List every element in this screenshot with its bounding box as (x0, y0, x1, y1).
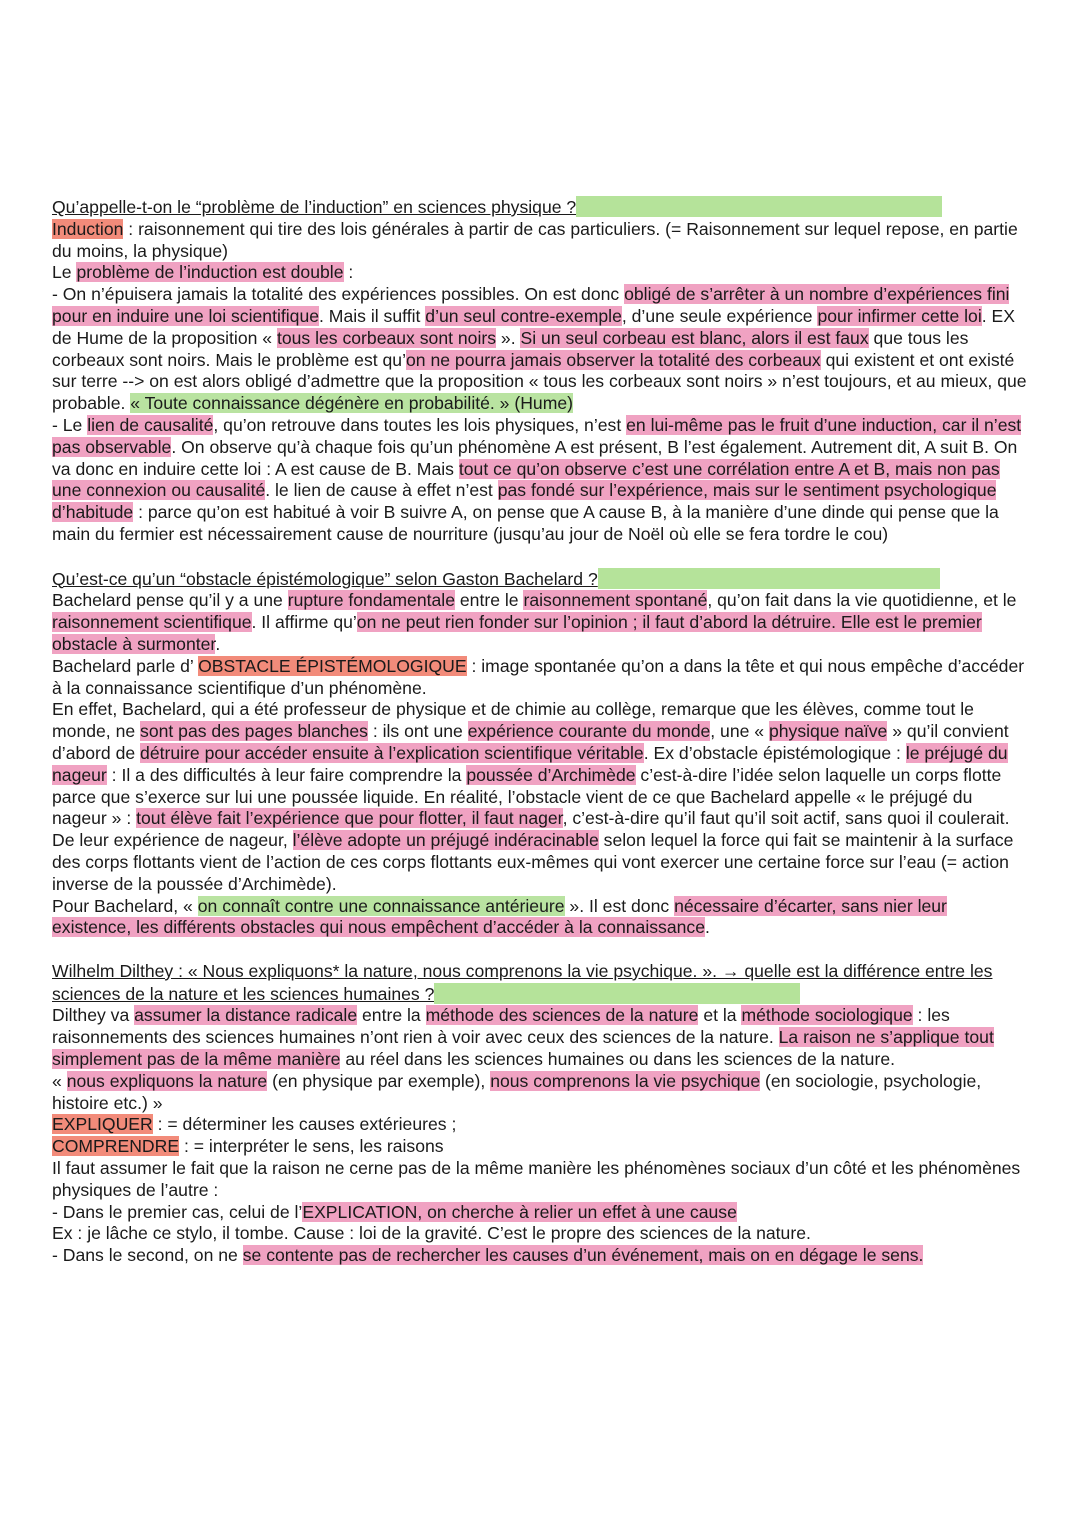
section-induction (52, 196, 1028, 546)
text-run: , qu’on fait dans la vie quotidienne, et le (707, 590, 1017, 611)
text-run: Ex : je lâche ce stylo, il tombe. Cause : loi de la gravité. C’est le propre des sciences de la nature. (52, 1223, 811, 1244)
pink-highlight: problème de l’induction est double (76, 262, 344, 283)
text-run: . (705, 917, 710, 938)
text-run: , d’une seule expérience (621, 305, 818, 326)
text-run: Il faut assumer le fait que la raison ne cerne pas de la même manière les phénomènes sociaux d’un côté et les phénomènes physiques de l’autre : (52, 1158, 1021, 1200)
section-dilthey (52, 961, 1028, 1267)
red-highlight: Induction (52, 218, 124, 239)
pink-highlight: en lui-même pas le fruit d’une induction, car il n’est pas observable (52, 414, 1022, 457)
pink-highlight: le préjugé du nageur (52, 742, 1008, 785)
red-highlight: OBSTACLE ÉPISTÉMOLOGIQUE (198, 655, 467, 676)
pink-highlight: raisonnement spontané (523, 590, 708, 611)
text-run: : = interpréter le sens, les raisons (179, 1136, 444, 1157)
text-run: - Dans le second, on ne (52, 1245, 243, 1266)
paragraph (52, 284, 1028, 415)
pink-highlight: tout ce qu’on observe c’est une corrélation entre A et B, mais non pas une connexion ou causalité (52, 458, 1000, 501)
text-run: . Mais il suffit (319, 305, 426, 326)
pink-highlight: physique naïve (768, 721, 888, 742)
pink-highlight: méthode des sciences de la nature (425, 1005, 699, 1026)
text-run: ». Il est donc (564, 895, 675, 916)
pink-highlight: tout élève fait l’expérience que pour flotter, il faut nager (136, 808, 563, 829)
question-highlight-bar (434, 983, 800, 1004)
pink-highlight: nous expliquons la nature (66, 1070, 268, 1091)
paragraph (52, 1114, 1028, 1136)
pink-highlight: méthode sociologique (741, 1005, 913, 1026)
text-run: ». (496, 327, 521, 348)
text-run: : image spontanée qu’on a dans la tête et qui nous empêche d’accéder à la connaissance scientifique d’un phénomène. (52, 655, 1025, 698)
paragraph (52, 656, 1028, 700)
text-run: c’est-à-dire l’idée selon laquelle un corps flotte parce que s’exerce sur lui une poussée liquide. En réalité, l’obstacle vient de ce que Bachelard appelle « le préjugé du nageur » : (52, 764, 1002, 829)
pink-highlight: on ne peut rien fonder sur l’opinion ; il faut d’abord la détruire. Elle est le premier obstacle à surmonter (52, 612, 982, 654)
text-run: entre le (455, 590, 524, 611)
text-run: En effet, Bachelard, qui a été professeur de physique et de chimie au collège, remarque que les élèves, comme tout le monde, ne (52, 699, 974, 742)
paragraph (52, 219, 1028, 263)
pink-highlight: pour infirmer cette loi (817, 305, 982, 326)
text-run: . On observe qu’à chaque fois qu’un phénomène A est présent, B l’est également. Autrement dit, A suit B. On va donc en induire cette loi : A est cause de B. Mais (52, 436, 1018, 479)
pink-highlight: d’un seul contre-exemple (425, 305, 622, 326)
text-run: Pour Bachelard, « (52, 895, 198, 916)
paragraph (52, 1202, 1028, 1224)
pink-highlight: Si un seul corbeau est blanc, alors il est faux (520, 327, 869, 348)
pink-highlight: se contente pas de rechercher les causes d’un événement, mais on en dégage le sens. (242, 1245, 924, 1266)
question-highlight-bar (598, 568, 940, 589)
pink-highlight: raisonnement scientifique (52, 612, 252, 633)
paragraph (52, 1245, 1028, 1267)
pink-highlight: assumer la distance radicale (134, 1005, 358, 1026)
pink-highlight: nécessaire d’écarter, sans nier leur existence, les différents obstacles qui nous empêchent d’accéder à la connaissance (52, 895, 947, 938)
question-heading (52, 196, 1028, 219)
paragraph (52, 415, 1028, 546)
pink-highlight: pas fondé sur l’expérience, mais sur le sentiment psychologique d’habitude (52, 480, 997, 523)
paragraph (52, 590, 1028, 655)
text-run: entre la (357, 1005, 426, 1026)
text-run: : ils ont une (367, 721, 468, 742)
pink-highlight: lien de causalité (87, 414, 214, 435)
text-run: » qu’il convient d’abord de (52, 721, 1009, 763)
paragraph (52, 1223, 1028, 1245)
paragraph (52, 1136, 1028, 1158)
paragraph (52, 1071, 1028, 1115)
text-run: , qu’on retrouve dans toutes les lois physiques, n’est (213, 414, 627, 435)
pink-highlight: l’élève adopte un préjugé indéracinable (292, 830, 599, 851)
question-highlight-bar (576, 196, 942, 217)
text-run: Le (52, 262, 77, 283)
text-run: , une « (710, 721, 769, 742)
pink-highlight: nous comprenons la vie psychique (490, 1070, 761, 1091)
text-run: : les raisonnements des sciences humaines n’ont rien à voir avec ceux des sciences de la nature. (52, 1005, 950, 1048)
text-run: Dilthey va (52, 1005, 135, 1026)
text-run: et la (698, 1005, 742, 1026)
text-run: : Il a des difficultés à leur faire comprendre la (106, 764, 467, 785)
text-run: Bachelard parle d’ (52, 655, 199, 676)
text-run: . (215, 633, 221, 654)
text-run: : (343, 262, 354, 283)
text-run: « (52, 1070, 67, 1091)
question-text: Wilhelm Dilthey : « Nous expliquons* la nature, nous comprenons la vie psychique. ». → quelle est la différence entre les sciences de la nature et les sciences humaines ? (52, 960, 993, 1004)
text-run: . Ex d’obstacle épistémologique : (643, 742, 906, 763)
text-run: . EX de Hume de la proposition « (52, 305, 1016, 348)
pink-highlight: expérience courante du monde (467, 721, 711, 742)
question-text: Qu’est-ce qu’un “obstacle épistémologique” selon Gaston Bachelard ? (52, 568, 598, 589)
paragraph (52, 1158, 1028, 1202)
pink-highlight: détruire pour accéder ensuite à l’explication scientifique véritable (140, 742, 644, 763)
text-run: : raisonnement qui tire des lois générales à partir de cas particuliers. (= Raisonnement sur lequel repose, en partie du moins, la physique) (52, 218, 1018, 261)
text-run: : parce qu’on est habitué à voir B suivre A, on pense que A cause B, à la manière d’une dinde qui pense que la main du fermier est nécessairement cause de nourriture (jusqu’au jour de Noël où elle se fera tordre le cou) (52, 502, 999, 544)
question-heading (52, 568, 1028, 591)
pink-highlight: on ne pourra jamais observer la totalité des corbeaux (406, 349, 821, 370)
paragraph (52, 896, 1028, 940)
question-heading (52, 961, 1028, 1006)
section-body (52, 219, 1028, 546)
pink-highlight: La raison ne s’applique tout simplement pas de la même manière (52, 1027, 994, 1070)
section-bachelard (52, 568, 1028, 940)
pink-highlight: poussée d’Archimède (466, 764, 636, 785)
red-highlight: EXPLIQUER (52, 1114, 153, 1135)
text-run: - On n’épuisera jamais la totalité des expériences possibles. On est donc (52, 284, 625, 305)
text-run: que tous les corbeaux sont noirs. Mais le problème est qu’ (52, 327, 969, 370)
section-body (52, 590, 1028, 939)
text-run: qui existent et ont existé sur terre --> on est alors obligé d’admettre que la proposition « tous les corbeaux sont noirs » n’est toujours, et au mieux, que probable. (52, 349, 1027, 414)
text-run: : = déterminer les causes extérieures ; (152, 1114, 457, 1135)
pink-highlight: tous les corbeaux sont noirs (276, 327, 497, 348)
green-highlight: on connaît contre une connaissance antérieure (197, 895, 565, 916)
paragraph (52, 262, 1028, 284)
text-run: (en physique par exemple), (267, 1070, 491, 1091)
text-run: , c’est-à-dire qu’il faut qu’il soit actif, sans quoi il coulerait. De leur expérience de nageur, (52, 808, 1010, 851)
paragraph (52, 699, 1028, 895)
text-run: selon lequel la force qui fait se maintenir à la surface des corps flottants vient de l’action de ces corps flottants eux-mêmes qui vont exercer une certaine force sur l’eau (= action inverse de la poussée d’Archimède). (52, 830, 1014, 894)
green-highlight: « Toute connaissance dégénère en probabilité. » (Hume) (130, 393, 574, 414)
red-highlight: COMPRENDRE (52, 1136, 180, 1157)
question-text: Qu’appelle-t-on le “problème de l’induction” en sciences physique ? (52, 197, 577, 217)
text-run: - Le (52, 414, 88, 435)
pink-highlight: sont pas des pages blanches (140, 721, 368, 742)
pink-highlight: obligé de s’arrêter à un nombre d’expériences fini pour en induire une loi scientifique (52, 284, 1010, 326)
text-run: Bachelard pense qu’il y a une (52, 590, 288, 611)
text-run: . le lien de cause à effet n’est (265, 480, 498, 501)
text-run: au réel dans les sciences humaines ou dans les sciences de la nature. (340, 1049, 895, 1070)
pink-highlight: rupture fondamentale (287, 590, 455, 611)
section-body (52, 1005, 1028, 1267)
text-run: (en sociologie, psychologie, histoire etc.) » (52, 1070, 982, 1113)
pink-highlight: EXPLICATION, on cherche à relier un effet à une cause (302, 1201, 737, 1222)
text-run: - Dans le premier cas, celui de l’ (52, 1201, 303, 1222)
paragraph (52, 1005, 1028, 1070)
text-run: . Il affirme qu’ (251, 612, 357, 633)
